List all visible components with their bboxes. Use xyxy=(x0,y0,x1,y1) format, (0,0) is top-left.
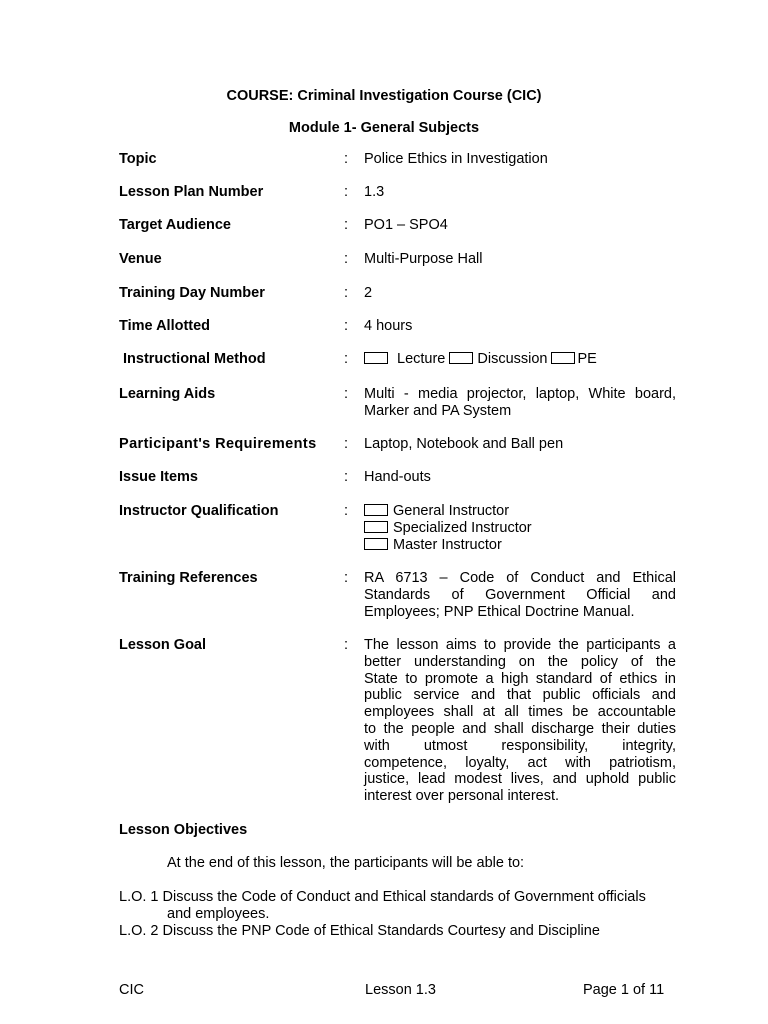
participant-requirements-label: Participant's Requirements xyxy=(119,436,317,452)
master-instructor-option: Master Instructor xyxy=(393,536,502,553)
footer-left: CIC xyxy=(119,982,144,998)
master-instructor-checkbox[interactable] xyxy=(364,538,388,550)
general-instructor-item xyxy=(364,503,676,520)
specialized-instructor-item xyxy=(364,520,676,537)
goal-line: better understanding on the policy of the xyxy=(364,653,676,670)
training-day-label: Training Day Number xyxy=(119,285,265,301)
objective-1-continuation: and employees. xyxy=(167,906,270,922)
objective-2 xyxy=(119,923,699,940)
issue-items-label: Issue Items xyxy=(119,469,198,485)
topic-value: Police Ethics in Investigation xyxy=(364,151,548,167)
instructional-method-options xyxy=(364,351,676,368)
audience-label: Target Audience xyxy=(119,217,231,233)
goal-line: justice, lead modest lives, and uphold public xyxy=(364,771,676,788)
learning-aids-value xyxy=(364,386,676,420)
goal-line: to the people and shall discharge their duties xyxy=(364,720,676,737)
colon: : xyxy=(344,570,349,586)
general-instructor-option: General Instructor xyxy=(393,503,510,519)
instructional-method-label: Instructional Method xyxy=(123,351,266,367)
reference-line: Standards of Government Official and xyxy=(364,586,676,603)
learning-aids-line: Multi - media projector, laptop, White board, xyxy=(364,386,676,402)
training-references-value xyxy=(364,570,676,620)
reference-line: RA 6713 – Code of Conduct and Ethical xyxy=(364,570,676,586)
goal-line: employees shall at all times be accountable xyxy=(364,704,676,721)
colon: : xyxy=(344,151,349,167)
topic-label: Topic xyxy=(119,151,157,167)
discussion-option: Discussion xyxy=(477,351,548,367)
objective-1-line: L.O. 1 Discuss the Code of Conduct and Ethical standards of Government officials xyxy=(119,889,646,905)
specialized-instructor-option: Specialized Instructor xyxy=(393,519,532,536)
objective-2-line: L.O. 2 Discuss the PNP Code of Ethical Standards Courtesy and Discipline xyxy=(119,923,600,939)
course-title: COURSE: Criminal Investigation Course (CIC) xyxy=(226,88,542,104)
colon: : xyxy=(344,469,349,485)
colon: : xyxy=(344,386,349,402)
training-day-value: 2 xyxy=(364,285,373,301)
general-instructor-checkbox[interactable] xyxy=(364,504,388,516)
module-title: Module 1- General Subjects xyxy=(288,120,480,136)
objective-1 xyxy=(119,889,699,923)
lesson-goal-label: Lesson Goal xyxy=(119,637,207,653)
footer-center: Lesson 1.3 xyxy=(365,982,436,998)
instructor-qualification-options xyxy=(364,503,676,553)
time-allotted-label: Time Allotted xyxy=(119,318,211,334)
goal-line: interest over personal interest. xyxy=(364,788,560,805)
colon: : xyxy=(344,436,349,452)
issue-items-value: Hand-outs xyxy=(364,469,431,485)
pe-checkbox[interactable] xyxy=(551,352,575,364)
colon: : xyxy=(344,251,349,267)
colon: : xyxy=(344,217,349,233)
venue-label: Venue xyxy=(119,251,162,267)
pe-option: PE xyxy=(577,351,597,367)
objectives-heading: Lesson Objectives xyxy=(119,822,248,838)
goal-line: with utmost responsibility, integrity, xyxy=(364,737,676,754)
lesson-plan-label: Lesson Plan Number xyxy=(119,184,264,200)
reference-line: Employees; PNP Ethical Doctrine Manual. xyxy=(364,603,635,620)
instructor-qualification-label: Instructor Qualification xyxy=(119,503,279,519)
colon: : xyxy=(344,503,349,519)
colon: : xyxy=(344,184,349,200)
time-allotted-value: 4 hours xyxy=(364,318,413,334)
goal-line: The lesson aims to provide the participants a xyxy=(364,637,676,653)
lesson-plan-value: 1.3 xyxy=(364,184,385,200)
master-instructor-item xyxy=(364,537,676,554)
specialized-instructor-checkbox[interactable] xyxy=(364,521,388,533)
colon: : xyxy=(344,351,349,367)
lecture-checkbox[interactable] xyxy=(364,352,388,364)
colon: : xyxy=(344,285,349,301)
lesson-goal-value xyxy=(364,637,676,805)
goal-line: State to promote a high standard of ethics in xyxy=(364,670,676,687)
goal-line: competence, loyalty, act with patriotism, xyxy=(364,754,676,771)
footer-page-number: Page 1 of 11 xyxy=(583,982,665,998)
venue-value: Multi-Purpose Hall xyxy=(364,251,483,267)
lecture-option: Lecture xyxy=(397,351,446,367)
objectives-intro: At the end of this lesson, the participants will be able to: xyxy=(167,855,525,871)
colon: : xyxy=(344,318,349,334)
audience-value: PO1 – SPO4 xyxy=(364,217,448,233)
goal-line: public service and that public officials and xyxy=(364,687,676,704)
discussion-checkbox[interactable] xyxy=(449,352,473,364)
learning-aids-label: Learning Aids xyxy=(119,386,216,402)
colon: : xyxy=(344,637,349,653)
learning-aids-line: Marker and PA System xyxy=(364,402,512,419)
participant-requirements-value: Laptop, Notebook and Ball pen xyxy=(364,436,564,452)
training-references-label: Training References xyxy=(119,570,258,586)
